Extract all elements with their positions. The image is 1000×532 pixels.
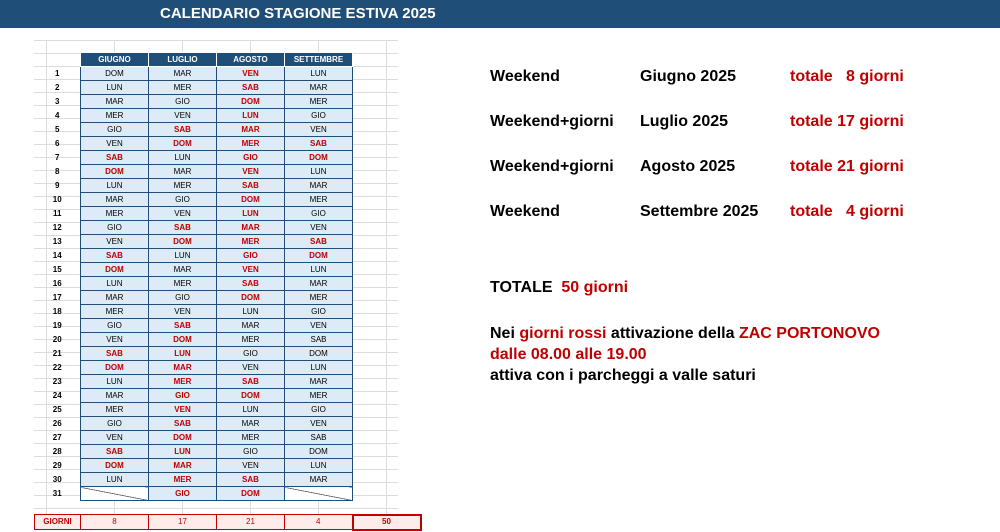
note-red-days: giorni rossi <box>519 325 607 342</box>
day-cell: GIO <box>81 123 149 137</box>
table-row <box>35 333 421 347</box>
day-cell: MER <box>149 179 217 193</box>
summary-month: Settembre 2025 <box>640 203 759 220</box>
day-cell: DOM <box>285 445 353 459</box>
day-cell: VEN <box>217 361 285 375</box>
day-cell-active: SAB <box>149 417 217 431</box>
day-cell: MAR <box>81 193 149 207</box>
day-cell-active: VEN <box>217 263 285 277</box>
table-row <box>35 137 421 151</box>
day-cell: GIO <box>285 305 353 319</box>
day-cell-active: SAB <box>81 445 149 459</box>
day-cell-active: VEN <box>149 403 217 417</box>
day-cell: DOM <box>285 347 353 361</box>
day-cell-active: SAB <box>149 221 217 235</box>
day-number: 14 <box>52 250 62 260</box>
table-row <box>35 361 421 375</box>
day-cell: MAR <box>285 277 353 291</box>
day-number: 24 <box>52 390 62 400</box>
day-number: 12 <box>52 222 62 232</box>
day-cell: LUN <box>81 375 149 389</box>
day-cell: MAR <box>81 389 149 403</box>
day-cell-active: MAR <box>149 459 217 473</box>
summary-row-august <box>490 158 614 176</box>
day-cell: MAR <box>285 375 353 389</box>
day-cell: LUN <box>149 151 217 165</box>
day-cell-active: LUN <box>217 207 285 221</box>
day-cell-active: MAR <box>217 221 285 235</box>
day-number: 17 <box>52 292 62 302</box>
summary-type: Weekend <box>490 203 560 220</box>
grand-total-value: 50 giorni <box>561 279 629 296</box>
summary-total: totale 17 giorni <box>790 113 904 130</box>
day-number: 6 <box>55 138 60 148</box>
day-cell-active: DOM <box>285 151 353 165</box>
day-number: 18 <box>52 306 62 316</box>
table-row <box>35 263 421 277</box>
day-cell-active: MAR <box>149 361 217 375</box>
summary-month: Luglio 2025 <box>640 113 729 130</box>
day-cell: LUN <box>81 81 149 95</box>
table-row <box>35 403 421 417</box>
activation-note: Nei giorni rossi attivazione della ZAC PORTONOVO dalle 08.00 alle 19.00 attiva con i parcheggi a valle saturi <box>490 325 880 384</box>
day-cell-active: LUN <box>149 347 217 361</box>
day-cell-active: SAB <box>81 151 149 165</box>
summary-total: totale 8 giorni <box>790 68 904 85</box>
day-cell: GIO <box>81 319 149 333</box>
day-number: 11 <box>53 208 62 218</box>
empty-day-cell <box>81 487 149 501</box>
day-cell-active: GIO <box>149 487 217 501</box>
day-cell: MAR <box>217 319 285 333</box>
month-header: SETTEMBRE <box>285 53 353 67</box>
day-cell-active: SAB <box>81 249 149 263</box>
title-bar <box>0 0 1000 28</box>
day-cell: MER <box>81 305 149 319</box>
day-cell-active: GIO <box>217 151 285 165</box>
table-row <box>35 95 421 109</box>
table-row <box>35 319 421 333</box>
day-cell: LUN <box>149 249 217 263</box>
day-number: 8 <box>55 166 60 176</box>
day-cell: VEN <box>285 221 353 235</box>
day-number: 19 <box>52 320 62 330</box>
summary-total: totale 21 giorni <box>790 158 904 175</box>
day-cell: LUN <box>285 263 353 277</box>
day-cell-active: DOM <box>217 291 285 305</box>
month-header-row <box>35 53 421 67</box>
day-number: 28 <box>52 446 62 456</box>
day-number: 22 <box>52 362 62 372</box>
day-cell: GIO <box>285 109 353 123</box>
day-cell: GIO <box>285 403 353 417</box>
day-cell: MAR <box>149 67 217 81</box>
table-row <box>35 123 421 137</box>
day-cell-active: DOM <box>217 389 285 403</box>
day-cell-active: SAB <box>217 473 285 487</box>
day-cell: MER <box>149 277 217 291</box>
month-header: LUGLIO <box>149 53 217 67</box>
day-cell-active: DOM <box>81 165 149 179</box>
day-cell-active: VEN <box>217 67 285 81</box>
day-cell: MER <box>81 403 149 417</box>
day-cell: LUN <box>285 67 353 81</box>
table-row <box>35 445 421 459</box>
day-number: 9 <box>55 180 60 190</box>
note-condition: attiva con i parcheggi a valle saturi <box>490 367 756 384</box>
table-row <box>35 389 421 403</box>
day-cell: LUN <box>217 403 285 417</box>
day-cell-active: DOM <box>285 249 353 263</box>
table-row <box>35 277 421 291</box>
table-row <box>35 151 421 165</box>
day-cell-active: DOM <box>217 487 285 501</box>
day-cell: VEN <box>149 207 217 221</box>
day-cell-active: DOM <box>81 263 149 277</box>
day-cell: LUN <box>217 305 285 319</box>
day-cell: MER <box>217 333 285 347</box>
page-title: CALENDARIO STAGIONE ESTIVA 2025 <box>160 5 436 22</box>
day-cell: LUN <box>285 361 353 375</box>
day-cell-active: DOM <box>149 137 217 151</box>
day-cell: VEN <box>149 305 217 319</box>
summary-type: Weekend+giorni <box>490 113 614 130</box>
day-number: 1 <box>55 68 60 78</box>
summary-type: Weekend+giorni <box>490 158 614 175</box>
day-cell: MAR <box>81 95 149 109</box>
day-cell: VEN <box>81 137 149 151</box>
day-cell: LUN <box>81 473 149 487</box>
summary-total: totale 4 giorni <box>790 203 904 220</box>
table-row <box>35 417 421 431</box>
day-number: 31 <box>52 488 62 498</box>
day-cell: MER <box>217 431 285 445</box>
day-cell: MER <box>285 389 353 403</box>
table-row <box>35 235 421 249</box>
day-number: 15 <box>52 264 62 274</box>
totals-row <box>35 515 421 530</box>
day-cell-active: SAB <box>81 347 149 361</box>
day-cell: SAB <box>285 431 353 445</box>
table-row <box>35 109 421 123</box>
day-cell-active: SAB <box>149 123 217 137</box>
day-cell-active: SAB <box>217 375 285 389</box>
day-cell-active: GIO <box>217 249 285 263</box>
day-cell-active: DOM <box>149 431 217 445</box>
summary-row-september <box>490 203 560 221</box>
table-row <box>35 459 421 473</box>
day-cell-active: LUN <box>149 445 217 459</box>
day-cell: GIO <box>217 445 285 459</box>
day-cell: GIO <box>285 207 353 221</box>
day-cell: VEN <box>285 319 353 333</box>
day-cell: GIO <box>81 417 149 431</box>
day-cell-active: SAB <box>217 179 285 193</box>
day-cell: MER <box>81 207 149 221</box>
table-row <box>35 375 421 389</box>
table-row <box>35 473 421 487</box>
day-number: 29 <box>52 460 62 470</box>
day-number: 5 <box>55 124 60 134</box>
day-cell: GIO <box>149 95 217 109</box>
table-row <box>35 291 421 305</box>
table-row <box>35 179 421 193</box>
day-cell: MAR <box>81 291 149 305</box>
day-number: 21 <box>52 348 62 358</box>
day-cell-active: MER <box>149 473 217 487</box>
totals-label: GIORNI <box>35 515 81 530</box>
day-cell-active: DOM <box>149 333 217 347</box>
day-cell: LUN <box>285 165 353 179</box>
day-number: 26 <box>52 418 62 428</box>
day-cell: MAR <box>217 417 285 431</box>
day-cell-active: MAR <box>217 123 285 137</box>
table-row <box>35 487 421 501</box>
day-number: 7 <box>55 152 60 162</box>
day-cell: MER <box>149 81 217 95</box>
day-cell-active: SAB <box>217 81 285 95</box>
note-zac-name: ZAC PORTONOVO <box>738 325 880 342</box>
day-cell: GIO <box>149 291 217 305</box>
day-number: 20 <box>52 334 62 344</box>
table-row <box>35 193 421 207</box>
day-cell: MER <box>81 109 149 123</box>
table-row <box>35 305 421 319</box>
day-cell-active: SAB <box>285 235 353 249</box>
day-cell-active: MER <box>217 235 285 249</box>
day-cell: MAR <box>285 473 353 487</box>
summary-month: Giugno 2025 <box>640 68 737 85</box>
day-cell: VEN <box>285 417 353 431</box>
day-number: 3 <box>55 96 60 106</box>
day-cell: LUN <box>81 179 149 193</box>
day-number: 10 <box>52 194 62 204</box>
table-row <box>35 67 421 81</box>
table-row <box>35 207 421 221</box>
day-cell: MAR <box>149 165 217 179</box>
month-header: AGOSTO <box>217 53 285 67</box>
calendar-table <box>34 52 422 531</box>
day-cell-active: GIO <box>149 389 217 403</box>
day-cell: MAR <box>285 81 353 95</box>
grand-total-cell: 50 <box>353 515 421 530</box>
day-number: 25 <box>52 404 62 414</box>
day-cell-active: SAB <box>217 277 285 291</box>
day-cell: MER <box>285 193 353 207</box>
month-total: 4 <box>285 515 353 530</box>
day-cell: VEN <box>217 459 285 473</box>
day-cell-active: MER <box>149 375 217 389</box>
day-cell-active: SAB <box>149 319 217 333</box>
day-cell: LUN <box>81 277 149 291</box>
day-cell: GIO <box>81 221 149 235</box>
day-cell: MAR <box>149 263 217 277</box>
month-total: 8 <box>81 515 149 530</box>
summary-month: Agosto 2025 <box>640 158 736 175</box>
day-cell: DOM <box>81 67 149 81</box>
day-cell-active: MER <box>217 137 285 151</box>
day-cell: VEN <box>149 109 217 123</box>
day-cell-active: LUN <box>217 109 285 123</box>
day-cell: VEN <box>81 431 149 445</box>
day-cell-active: DOM <box>217 193 285 207</box>
day-cell: SAB <box>285 333 353 347</box>
day-number: 30 <box>52 474 62 484</box>
table-row <box>35 81 421 95</box>
day-cell: GIO <box>149 193 217 207</box>
table-row <box>35 165 421 179</box>
note-hours: dalle 08.00 alle 19.00 <box>490 346 647 363</box>
day-number: 13 <box>52 236 62 246</box>
day-cell: MAR <box>285 179 353 193</box>
day-number: 2 <box>55 82 60 92</box>
grand-total-label: TOTALE <box>490 279 553 296</box>
month-total: 17 <box>149 515 217 530</box>
day-cell: VEN <box>285 123 353 137</box>
summary-row-july <box>490 113 614 131</box>
day-cell: VEN <box>81 235 149 249</box>
empty-day-cell <box>285 487 353 501</box>
table-row <box>35 431 421 445</box>
summary-type: Weekend <box>490 68 560 85</box>
month-total: 21 <box>217 515 285 530</box>
day-number: 23 <box>52 376 62 386</box>
day-number: 27 <box>52 432 62 442</box>
summary-row-june <box>490 68 560 86</box>
table-row <box>35 249 421 263</box>
day-cell: MER <box>285 95 353 109</box>
day-cell-active: DOM <box>81 361 149 375</box>
grand-total <box>490 279 628 297</box>
day-cell-active: VEN <box>217 165 285 179</box>
day-number: 4 <box>55 110 60 120</box>
day-cell-active: DOM <box>149 235 217 249</box>
day-cell-active: DOM <box>217 95 285 109</box>
table-row <box>35 221 421 235</box>
day-cell: VEN <box>81 333 149 347</box>
day-number: 16 <box>52 278 62 288</box>
day-cell-active: DOM <box>81 459 149 473</box>
day-cell: MER <box>285 291 353 305</box>
day-cell-active: SAB <box>285 137 353 151</box>
day-cell: LUN <box>285 459 353 473</box>
month-header: GIUGNO <box>81 53 149 67</box>
table-row <box>35 347 421 361</box>
day-cell: GIO <box>217 347 285 361</box>
